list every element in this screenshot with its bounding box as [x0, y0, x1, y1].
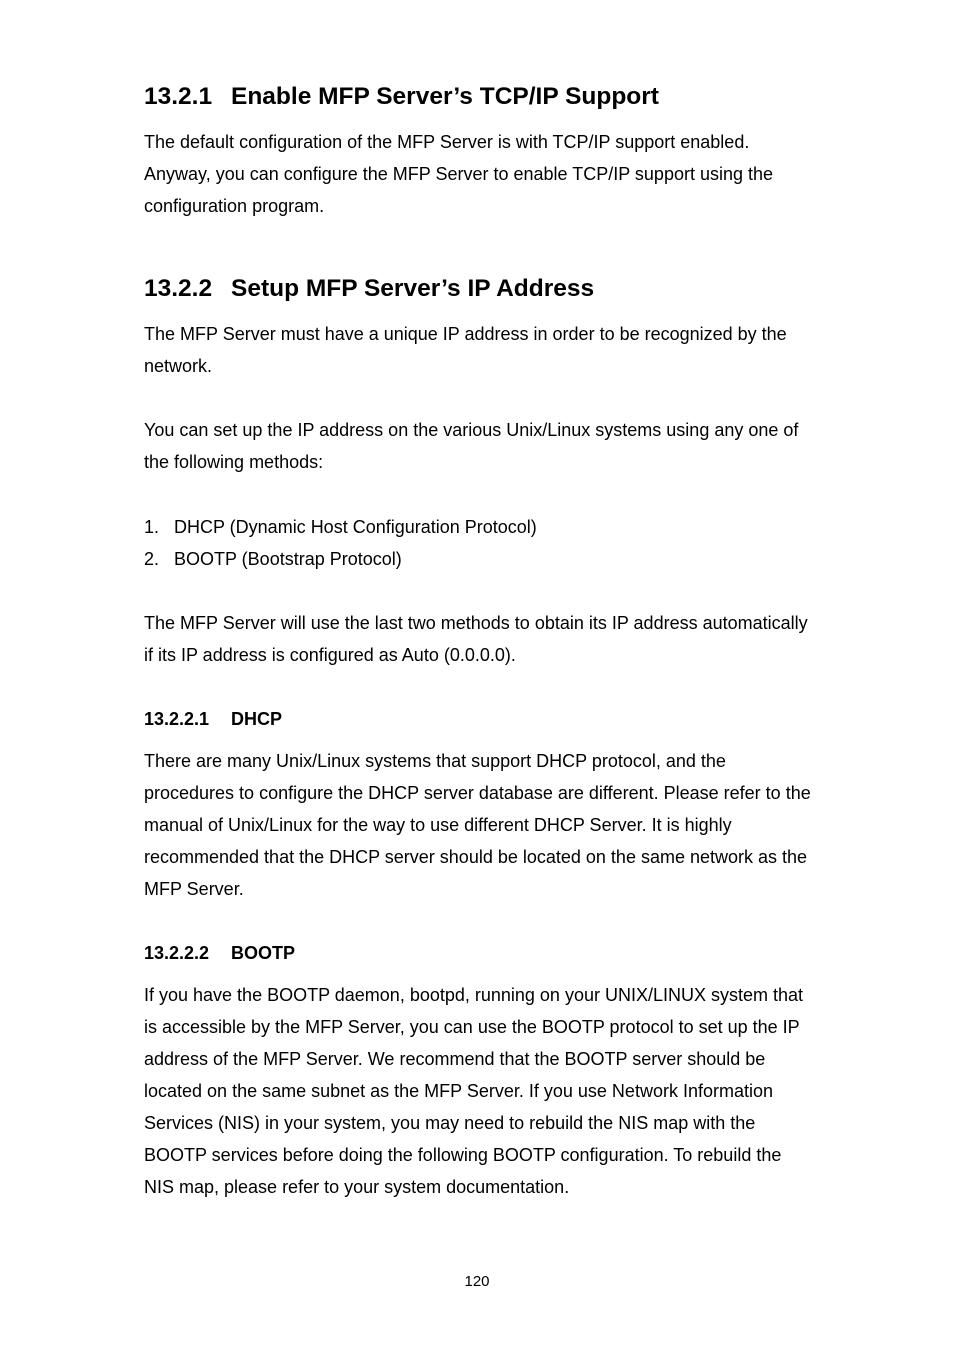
paragraph: You can set up the IP address on the various Unix/Linux systems using any one of the following methods:: [144, 420, 799, 472]
paragraph: If you have the BOOTP daemon, bootpd, running on your UNIX/LINUX system that is accessible by the MFP Server, you can use the BOOTP protocol to set up the IP address of the MFP Server. We recommend that the BOOTP server should be located on the same subnet as the MFP Server. If you use Network Information Services (NIS) in your system, you may need to rebuild the NIS map with the BOOTP services before doing the following BOOTP configuration. To rebuild the NIS map, please refer to your system documentation.: [144, 985, 804, 1197]
list-marker: 1.: [144, 517, 160, 537]
paragraph: The MFP Server must have a unique IP address in order to be recognized by the network.: [144, 324, 787, 376]
methods-list: [144, 511, 816, 575]
section-title: Enable MFP Server’s TCP/IP Support: [231, 83, 659, 110]
subsection-number: 13.2.2.2: [144, 943, 210, 963]
subsection-title: DHCP: [231, 709, 283, 729]
section-heading-13-2-2: [144, 272, 816, 306]
paragraph: The default configuration of the MFP Server is with TCP/IP support enabled. Anyway, you can configure the MFP Server to enable TCP/IP support using the configuration program.: [144, 132, 774, 216]
page-number: 120: [464, 1273, 490, 1290]
list-item: [144, 511, 816, 543]
list-item-text: BOOTP (Bootstrap Protocol): [174, 549, 402, 569]
section-number: 13.2.2: [144, 275, 213, 302]
list-marker: 2.: [144, 549, 160, 569]
subsection-heading-13-2-2-1: [144, 703, 816, 735]
paragraph: There are many Unix/Linux systems that support DHCP protocol, and the procedures to configure the DHCP server database are different. Please refer to the manual of Unix/Linux for the way to use different DHCP Server. It is highly recommended that the DHCP server should be located on the same network as the MFP Server.: [144, 751, 811, 899]
paragraph: The MFP Server will use the last two methods to obtain its IP address automatically if its IP address is configured as Auto (0.0.0.0).: [144, 613, 808, 665]
subsection-heading-13-2-2-2: [144, 937, 816, 969]
section-number: 13.2.1: [144, 83, 213, 110]
list-item-text: DHCP (Dynamic Host Configuration Protocol): [174, 517, 537, 537]
page-content: [144, 80, 816, 1203]
section-title: Setup MFP Server’s IP Address: [231, 275, 595, 302]
section-heading-13-2-1: [144, 80, 816, 114]
subsection-number: 13.2.2.1: [144, 709, 210, 729]
subsection-title: BOOTP: [231, 943, 296, 963]
list-item: [144, 543, 816, 575]
